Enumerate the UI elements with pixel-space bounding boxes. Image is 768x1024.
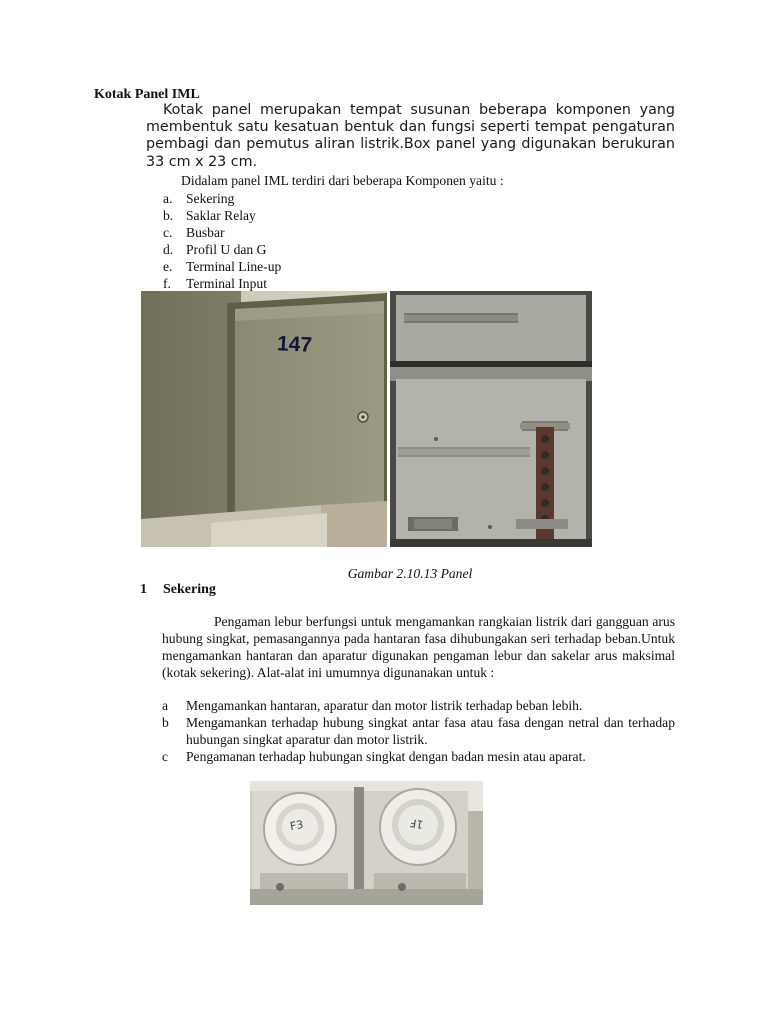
list-item <box>162 697 675 714</box>
list-marker: b. <box>163 208 174 223</box>
list-item-text: Mengamankan hantaran, aparatur dan motor listrik terhadap beban lebih. <box>186 698 583 713</box>
list-marker: b <box>162 715 169 730</box>
fuse-label-right: 1F <box>408 815 425 832</box>
fuse-holders-image <box>250 781 483 905</box>
uses-list <box>162 697 675 765</box>
subsection-paragraph: Pengaman lebur berfungsi untuk mengamankan rangkaian listrik dari gangguan arus hubung singkat, pemasangannya pada hantaran fasa dihubungakan seri terhadap beban.Untuk mengamankan hantaran dan aparatur digunakan pengaman lebur dan sakelar arus maksimal (kotak sekering). Alat-alat ini umumnya digunanakan untuk : <box>162 614 675 680</box>
fuse-label-left: F3 <box>288 817 305 834</box>
list-marker: f. <box>163 276 171 291</box>
list-item-text: Profil U dan G <box>186 242 267 257</box>
list-item-text: Terminal Line-up <box>186 259 282 274</box>
list-item <box>163 190 281 207</box>
figure-caption: Gambar 2.10.13 Panel <box>347 566 473 581</box>
list-item-text: Saklar Relay <box>186 208 256 223</box>
list-item <box>163 241 281 258</box>
components-list <box>163 190 281 292</box>
door-number-label: 147 <box>276 332 313 357</box>
list-marker: c. <box>163 225 173 240</box>
panel-interior-image <box>390 291 592 547</box>
list-item <box>163 258 281 275</box>
list-item-text: Busbar <box>186 225 225 240</box>
list-item-text: Pengamanan terhadap hubungan singkat dengan badan mesin atau aparat. <box>186 749 586 764</box>
list-item <box>163 207 281 224</box>
list-marker: c <box>162 749 169 764</box>
intro-paragraph: Kotak panel merupakan tempat susunan beberapa komponen yang membentuk satu kesatuan bentuk dan fungsi seperti tempat pengaturan pembagi dan pemutus aliran listrik.Box panel yang digunakan berukuran 33 cm x 23 cm. <box>146 102 675 170</box>
list-marker: e. <box>163 259 173 274</box>
panel-interior-photo <box>390 291 592 547</box>
list-item <box>163 224 281 241</box>
subsection-number: 1 <box>140 582 147 597</box>
components-lead: Didalam panel IML terdiri dari beberapa Komponen yaitu : <box>181 173 504 188</box>
panel-box-photo <box>141 291 387 547</box>
list-marker: d. <box>163 242 174 257</box>
list-item <box>162 748 675 765</box>
list-item-text: Terminal Input <box>186 276 267 291</box>
list-marker: a. <box>163 191 173 206</box>
section-heading: Kotak Panel IML <box>94 87 200 102</box>
fuse-holders-photo <box>250 781 483 905</box>
list-marker: a <box>162 698 169 713</box>
list-item <box>163 275 281 292</box>
list-item-text: Sekering <box>186 191 235 206</box>
subsection-title: Sekering <box>163 582 216 597</box>
list-item-text: Mengamankan terhadap hubung singkat antar fasa atau fasa dengan netral dan terhadap hubungan singkat aparatur dan motor listrik. <box>186 715 675 747</box>
panel-box-image <box>141 291 387 547</box>
list-item <box>162 714 675 748</box>
